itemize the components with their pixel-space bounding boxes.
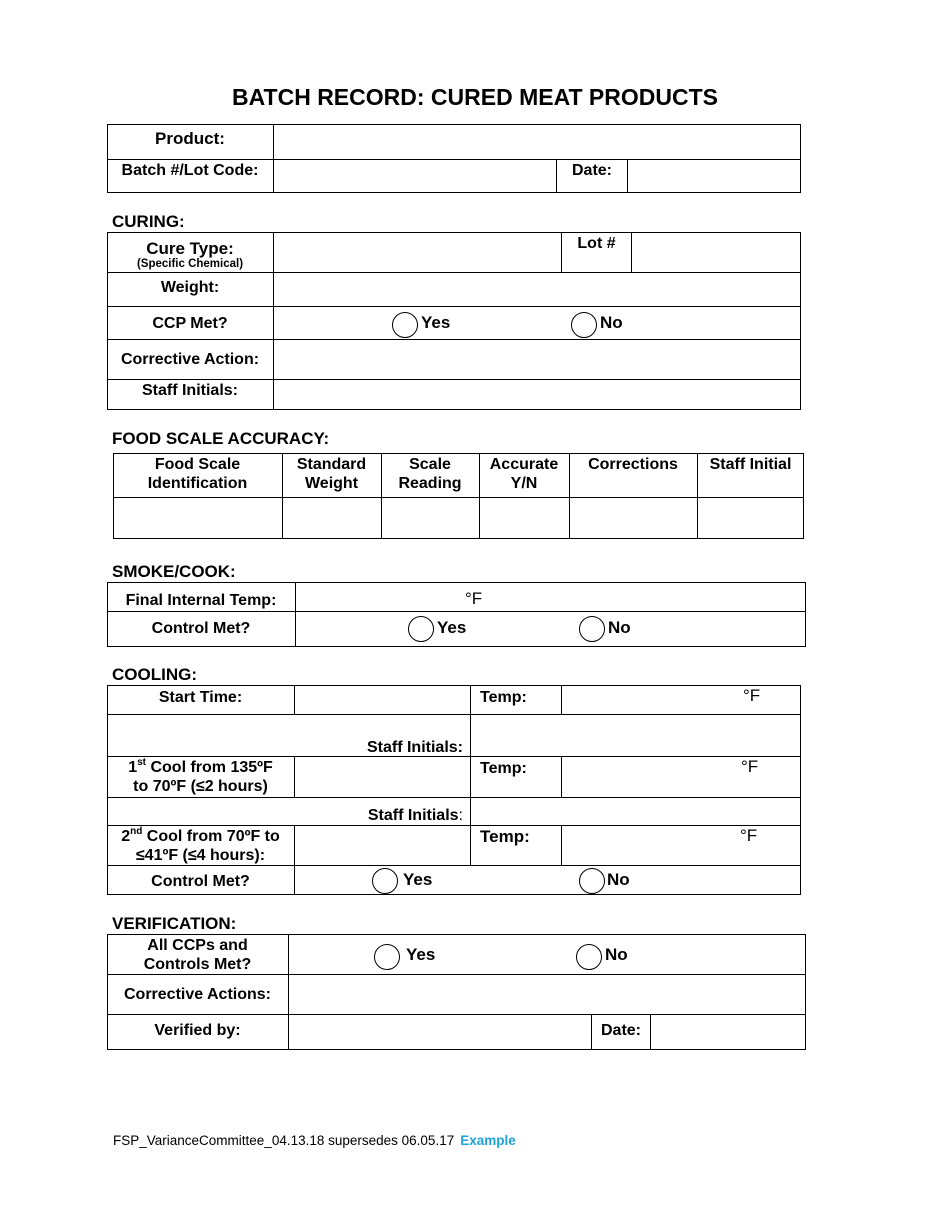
corrective-actions-label: Corrective Actions: [124, 986, 271, 1003]
divider [470, 685, 471, 865]
ccp-yes-label: Yes [421, 313, 451, 332]
verified-by-field[interactable] [289, 1015, 591, 1049]
column-header-scale-id: Food Scale Identification [147, 456, 248, 492]
corrective-action-field[interactable] [274, 340, 800, 379]
footer [113, 1133, 516, 1148]
staff-initials-label: Staff Initials: [366, 739, 463, 756]
date-label: Date: [600, 1022, 641, 1039]
scale-reading-cell[interactable] [382, 498, 479, 538]
fahrenheit-unit: °F [741, 757, 759, 776]
ccp-label: CCP Met? [152, 315, 228, 332]
first-cool-staff-initials-field[interactable] [471, 798, 800, 825]
ccp-yes-radio[interactable] [392, 312, 418, 338]
verification-heading: VERIFICATION: [112, 914, 237, 933]
first-cool-time-field[interactable] [295, 757, 470, 797]
lot-label: Lot # [577, 235, 616, 252]
column-header-staff-initial: Staff Initial [709, 456, 792, 473]
corrective-action-label: Corrective Action: [120, 351, 260, 368]
start-time-label: Start Time: [158, 689, 243, 706]
corrective-actions-field[interactable] [289, 975, 805, 1014]
verification-yes-radio[interactable] [374, 944, 400, 970]
cure-type-field[interactable] [274, 233, 561, 272]
divider [107, 865, 801, 866]
temp-label: Temp: [480, 827, 530, 846]
curing-heading: CURING: [112, 212, 185, 231]
fahrenheit-unit: °F [465, 589, 483, 608]
fahrenheit-unit: °F [743, 686, 761, 705]
staff-initials-label: Staff Initials: [141, 382, 238, 399]
footer-text: FSP_VarianceCommittee_04.13.18 supersedes 06.05.17 [113, 1133, 455, 1148]
standard-weight-cell[interactable] [283, 498, 381, 538]
fahrenheit-unit: °F [740, 826, 758, 845]
start-staff-initials-field[interactable] [471, 715, 800, 756]
verified-by-label: Verified by: [154, 1022, 241, 1039]
date-field[interactable] [628, 160, 800, 192]
page-title: BATCH RECORD: CURED MEAT PRODUCTS [232, 84, 718, 110]
column-header-scale-reading: Scale Reading [398, 456, 462, 492]
control-met-label: Control Met? [151, 873, 250, 890]
smoke-no-label: No [608, 618, 631, 637]
date-label: Date: [571, 162, 612, 179]
column-header-corrections: Corrections [588, 456, 678, 473]
accurate-cell[interactable] [480, 498, 569, 538]
smoke-no-radio[interactable] [579, 616, 605, 642]
column-header-accurate: Accurate Y/N [489, 456, 559, 492]
staff-initial-cell[interactable] [698, 498, 803, 538]
verification-no-label: No [605, 945, 628, 964]
scale-heading: FOOD SCALE ACCURACY: [112, 429, 330, 448]
cure-type-label: Cure Type: [146, 239, 234, 258]
temp-label: Temp: [480, 760, 527, 777]
cooling-heading: COOLING: [112, 665, 197, 684]
smoke-heading: SMOKE/COOK: [112, 562, 236, 581]
first-cool-label: 1st Cool from 135ºF to 70ºF (≤2 hours) [128, 757, 273, 795]
start-temp-field[interactable] [562, 686, 800, 714]
all-ccps-label: All CCPs and Controls Met? [143, 937, 252, 973]
second-cool-temp-field[interactable] [562, 826, 800, 865]
second-cool-label: 2nd Cool from 70ºF to ≤41ºF (≤4 hours): [121, 826, 280, 864]
corrections-cell[interactable] [570, 498, 697, 538]
divider [107, 306, 801, 307]
divider [107, 611, 806, 612]
verification-date-field[interactable] [651, 1015, 805, 1049]
start-time-field[interactable] [295, 686, 470, 714]
ccp-no-label: No [600, 313, 623, 332]
final-temp-label: Final Internal Temp: [125, 592, 277, 609]
temp-label: Temp: [480, 689, 527, 706]
smoke-yes-radio[interactable] [408, 616, 434, 642]
cooling-no-label: No [607, 870, 630, 889]
weight-field[interactable] [274, 273, 800, 306]
cure-type-sublabel: (Specific Chemical) [136, 258, 244, 270]
product-field[interactable] [274, 125, 800, 159]
second-cool-time-field[interactable] [295, 826, 470, 865]
scale-id-cell[interactable] [114, 498, 282, 538]
final-temp-field[interactable] [296, 583, 805, 611]
example-link[interactable]: Example [460, 1133, 516, 1148]
smoke-yes-label: Yes [437, 618, 467, 637]
column-header-standard-weight: Standard Weight [296, 456, 367, 492]
control-met-label: Control Met? [151, 620, 251, 637]
lot-field[interactable] [632, 233, 800, 272]
weight-label: Weight: [160, 279, 220, 296]
verification-yes-label: Yes [406, 945, 436, 964]
cooling-no-radio[interactable] [579, 868, 605, 894]
batch-label: Batch #/Lot Code: [121, 162, 259, 179]
staff-initials-label: Staff Initials: [367, 807, 463, 824]
batch-field[interactable] [274, 160, 556, 192]
staff-initials-field[interactable] [274, 380, 800, 409]
first-cool-temp-field[interactable] [562, 757, 800, 797]
verification-no-radio[interactable] [576, 944, 602, 970]
product-label: Product: [155, 129, 225, 148]
ccp-no-radio[interactable] [571, 312, 597, 338]
cooling-yes-radio[interactable] [372, 868, 398, 894]
cooling-yes-label: Yes [403, 870, 433, 889]
